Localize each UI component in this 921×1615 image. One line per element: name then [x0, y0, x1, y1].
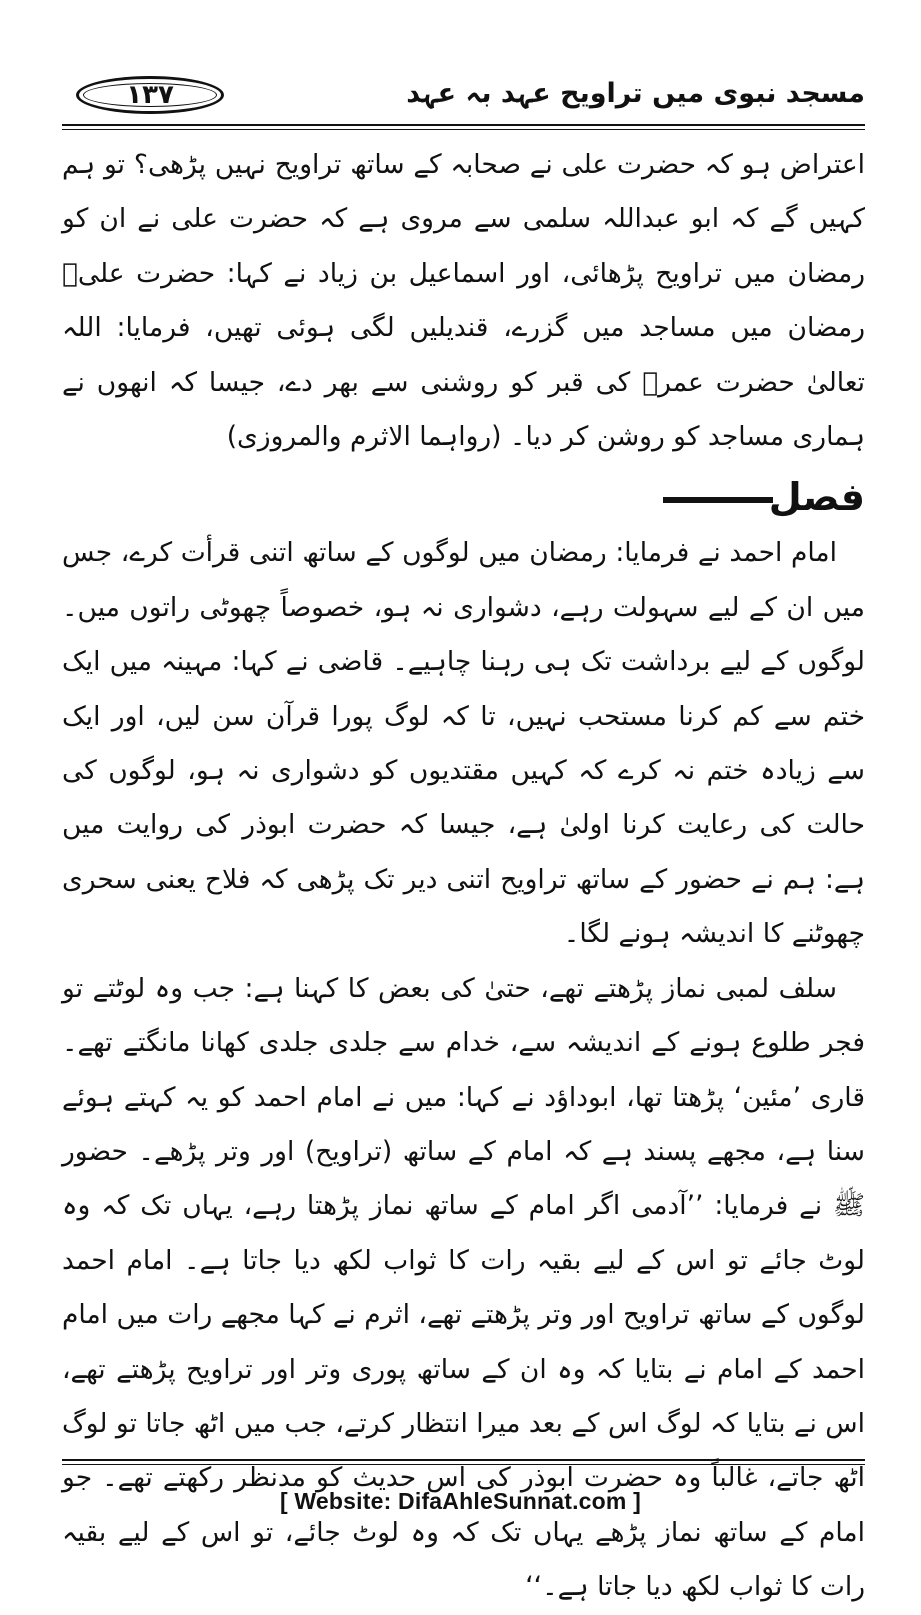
- page-number: ۱۳۷: [126, 80, 174, 110]
- page-number-badge: [76, 76, 224, 114]
- section-heading: [62, 468, 865, 526]
- section-heading-label: فصل: [663, 468, 865, 526]
- paragraph: امام احمد نے فرمایا: رمضان میں لوگوں کے ساتھ اتنی قرأت کرے، جس میں ان کے لیے سہولت رہے، دشواری نہ ہو، خصوصاً چھوٹی راتوں میں۔ لوگوں کے لیے برداشت تک ہی رہنا چاہیے۔ قاضی نے کہا: مہینہ میں ایک ختم سے کم کرنا مستحب نہیں، تا کہ لوگ پورا قرآن سن لیں، اور ایک سے زیادہ ختم نہ کرے کہ کہیں مقتدیوں کو دشواری نہ ہو، لوگوں کی حالت کی رعایت کرنا اولیٰ ہے، جیسا کہ حضرت ابوذر کی روایت میں ہے: ہم نے حضور کے ساتھ تراویح اتنی دیر تک پڑھی کہ فلاح یعنی سحری چھوٹنے کا اندیشہ ہونے لگا۔: [62, 537, 865, 950]
- footer-rule: [62, 1459, 865, 1461]
- footer-rule-thin: [62, 1464, 865, 1465]
- header-rule-thin: [62, 129, 865, 130]
- page-header: [62, 66, 865, 124]
- running-title: مسجد نبوی میں تراویح عہد بہ عہد: [406, 78, 865, 109]
- website-footer: [ Website: DifaAhleSunnat.com ]: [279, 1488, 642, 1514]
- paragraph: سلف لمبی نماز پڑھتے تھے، حتیٰ کی بعض کا کہنا ہے: جب وہ لوٹتے تو فجر طلوع ہونے کے اندیشہ سے، خدام سے جلدی جلدی کھانا مانگتے تھے۔ قاری ’مئین‘ پڑھتا تھا، ابوداؤد نے کہا: میں نے امام احمد کو یہ کہتے ہوئے سنا ہے، مجھے پسند ہے کہ امام کے ساتھ (تراویح) اور وتر پڑھے۔ حضور ﷺ نے فرمایا: ’’آدمی اگر امام کے ساتھ نماز پڑھتا رہے، یہاں تک کہ وہ لوٹ جائے تو اس کے لیے بقیہ رات کا ثواب لکھ دیا جاتا ہے۔ امام احمد لوگوں کے ساتھ تراویح اور وتر پڑھتے تھے، اثرم نے کہا مجھے رات میں امام احمد کے امام نے بتایا کہ وہ ان کے ساتھ پوری وتر اور تراویح پڑھتے تھے، اس نے بتایا کہ لوگ اس کے بعد میرا انتظار کرتے، جب میں اٹھ جاتا تو لوگ اٹھ جاتے، غالباً وہ حضرت ابوذر کی اس حدیث کو مدنظر رکھتے تھے۔ جو امام کے ساتھ نماز پڑھے یہاں تک کہ وہ لوٹ جائے، تو اس کے لیے بقیہ رات کا ثواب لکھ دیا جاتا ہے۔‘‘: [62, 972, 865, 1603]
- paragraph: اعتراض ہو کہ حضرت علی نے صحابہ کے ساتھ تراویح نہیں پڑھی؟ تو ہم کہیں گے کہ ابو عبداللہ سلمی سے مروی ہے کہ حضرت علی نے ان کو رمضان میں تراویح پڑھائی، اور اسماعیل بن زیاد نے کہا: حضرت علیؓ رمضان میں مساجد میں گزرے، قندیلیں لگی ہوئی تھیں، فرمایا: اللہ تعالیٰ حضرت عمرؓ کی قبر کو روشنی سے بھر دے، جیسا کہ انھوں نے ہماری مساجد کو روشن کر دیا۔ (رواہما الاثرم والمروزی): [62, 149, 865, 453]
- header-rule: [62, 124, 865, 126]
- page-body: [62, 138, 865, 1615]
